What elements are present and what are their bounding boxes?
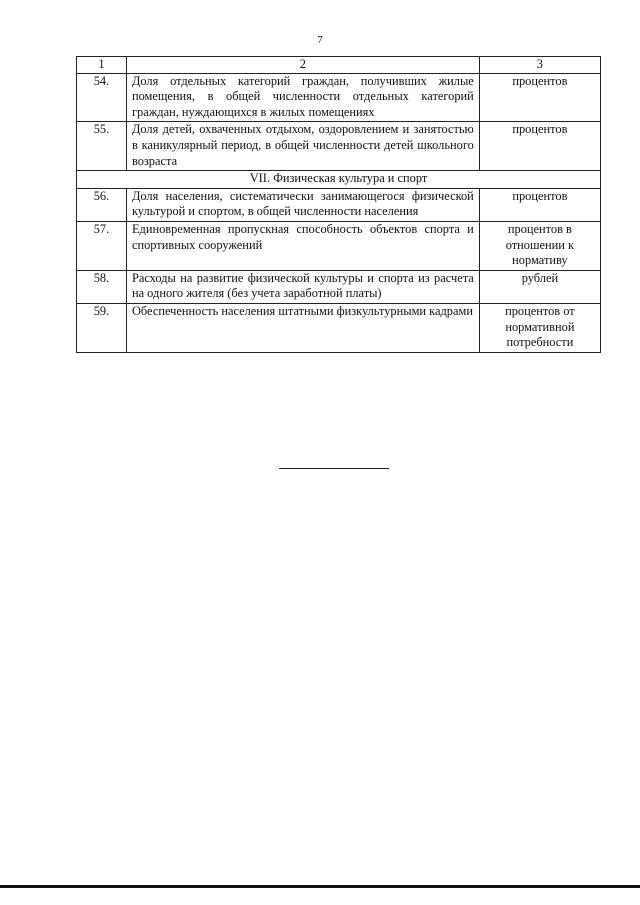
- table-row: [77, 303, 601, 352]
- row-indicator: Доля детей, охваченных отдыхом, оздоровлением и занятостью в каникулярный период, в общей численности детей школьного возраста: [126, 122, 479, 171]
- page-number: 7: [317, 34, 323, 46]
- row-indicator: Доля отдельных категорий граждан, получивших жилые помещения, в общей численности отдельных категорий граждан, нуждающихся в жилых помещениях: [126, 73, 479, 122]
- section-title: VII. Физическая культура и спорт: [77, 171, 601, 189]
- bottom-scan-edge: [0, 885, 640, 888]
- row-number: 58.: [77, 270, 127, 303]
- row-number: 59.: [77, 303, 127, 352]
- row-indicator: Расходы на развитие физической культуры и спорта из расчета на одного жителя (без учета заработной платы): [126, 270, 479, 303]
- section-heading-row: [77, 171, 601, 189]
- header-col-2: 2: [126, 57, 479, 74]
- indicators-table: [76, 56, 601, 353]
- row-unit: процентов: [479, 122, 600, 171]
- row-number: 56.: [77, 188, 127, 221]
- row-number: 54.: [77, 73, 127, 122]
- row-indicator: Обеспеченность населения штатными физкультурными кадрами: [126, 303, 479, 352]
- row-unit: процентов: [479, 188, 600, 221]
- end-divider-line: [279, 468, 389, 469]
- header-col-3: 3: [479, 57, 600, 74]
- table-row: [77, 73, 601, 122]
- table-header-row: [77, 57, 601, 74]
- row-unit: процентов в отношении к нормативу: [479, 221, 600, 270]
- table-row: [77, 221, 601, 270]
- row-number: 55.: [77, 122, 127, 171]
- row-indicator: Доля населения, систематически занимающегося физической культурой и спортом, в общей численности населения: [126, 188, 479, 221]
- row-unit: процентов: [479, 73, 600, 122]
- row-number: 57.: [77, 221, 127, 270]
- table-row: [77, 270, 601, 303]
- row-unit: процентов от нормативной потребности: [479, 303, 600, 352]
- row-indicator: Единовременная пропускная способность объектов спорта и спортивных сооружений: [126, 221, 479, 270]
- row-unit: рублей: [479, 270, 600, 303]
- header-col-1: 1: [77, 57, 127, 74]
- table-row: [77, 188, 601, 221]
- table-row: [77, 122, 601, 171]
